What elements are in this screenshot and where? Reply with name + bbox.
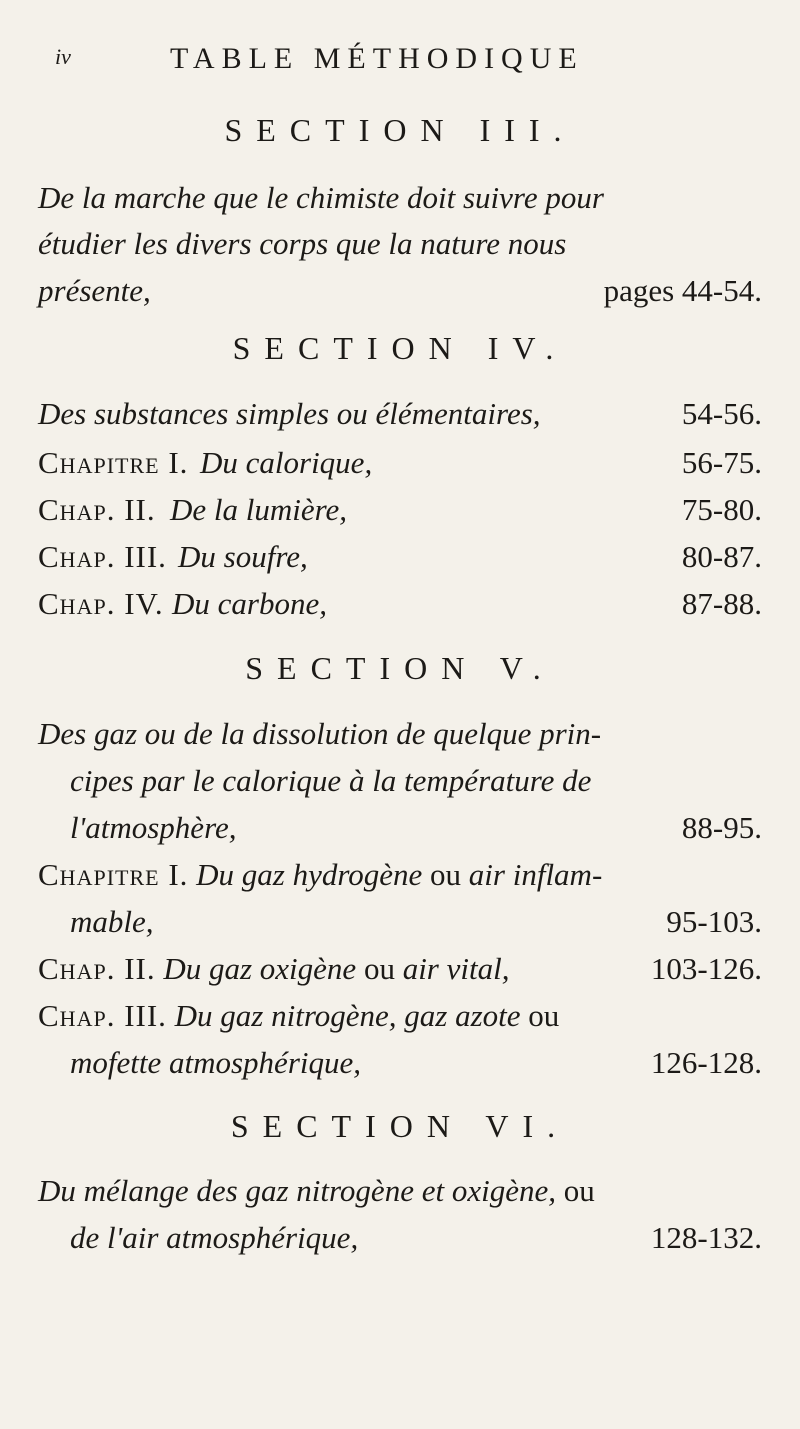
section-v-line-2: cipes par le calorique à la température de — [70, 763, 592, 798]
chapter-entry-gaz-oxigene — [38, 951, 509, 987]
running-head — [55, 42, 775, 82]
chapter-label: Chap. IV. — [38, 586, 164, 621]
chapter-title-alt: air vital, — [402, 951, 510, 986]
connector-word: ou — [528, 998, 560, 1033]
section-iii-line-1: De la marche que le chimiste doit suivre pour — [38, 180, 604, 215]
chapter-title: De la lumière, — [170, 492, 348, 527]
section-v-line-1: Des gaz ou de la dissolution de quelque prin- — [38, 716, 602, 751]
chapter-entry-gaz-nitrogene — [38, 998, 559, 1034]
chapter-pages: 87-88. — [681, 586, 762, 621]
connector-word: ou — [563, 1173, 595, 1208]
section-vi-line-1 — [38, 1173, 595, 1209]
section-iii-pages: pages 44-54. — [603, 273, 762, 308]
section-vi-line-2: de l'air atmosphérique, — [70, 1220, 359, 1255]
chapter-pages: 80-87. — [681, 539, 762, 574]
chapter-pages: 56-75. — [681, 445, 762, 480]
chapter-title: Du gaz oxigène — [163, 951, 357, 986]
chapter-pages: 95-103. — [666, 904, 762, 939]
chapter-title-continued: mable, — [70, 904, 154, 939]
section-iv-pages: 54-56. — [681, 396, 762, 431]
chapter-title: Du carbone, — [172, 586, 327, 621]
page-number: iv — [55, 44, 71, 69]
chapter-title: Du gaz nitrogène, gaz azote — [174, 998, 521, 1033]
chapter-label: Chap. II. — [38, 951, 156, 986]
section-iii-line-3: présente, — [38, 273, 151, 308]
running-title: TABLE MÉTHODIQUE — [170, 42, 584, 75]
connector-word: ou — [430, 857, 462, 892]
chapter-title-continued: mofette atmosphérique, — [70, 1045, 362, 1080]
section-vi-pages: 128-132. — [650, 1220, 762, 1255]
section-v-pages: 88-95. — [681, 810, 762, 845]
chapter-title-alt: air inflam- — [468, 857, 603, 892]
section-vi-title: Du mélange des gaz nitrogène et oxigène, — [38, 1173, 556, 1208]
section-iii-heading: SECTION III. — [224, 112, 576, 148]
chapter-entry-gaz-hydrogene — [38, 857, 602, 893]
section-iv-heading: SECTION IV. — [232, 330, 568, 366]
chapter-label: Chap. III. — [38, 539, 167, 574]
chapter-label: Chap. II. — [38, 492, 156, 527]
chapter-label: Chapitre I. — [38, 857, 189, 892]
section-vi-heading: SECTION VI. — [230, 1108, 570, 1144]
chapter-title: Du gaz hydrogène — [196, 857, 423, 892]
chapter-label: Chap. III. — [38, 998, 167, 1033]
connector-word: ou — [363, 951, 395, 986]
chapter-label: Chapitre I. — [38, 445, 189, 480]
chapter-title: Du soufre, — [178, 539, 308, 574]
chapter-pages: 75-80. — [681, 492, 762, 527]
chapter-pages: 126-128. — [650, 1045, 762, 1080]
chapter-pages: 103-126. — [650, 951, 762, 986]
section-iv-title: Des substances simples ou élémentaires, — [38, 396, 541, 431]
chapter-title: Du calorique, — [200, 445, 373, 480]
section-v-heading: SECTION V. — [245, 650, 555, 686]
section-v-line-3: l'atmosphère, — [70, 810, 237, 845]
section-iii-line-2: étudier les divers corps que la nature nous — [38, 226, 567, 261]
